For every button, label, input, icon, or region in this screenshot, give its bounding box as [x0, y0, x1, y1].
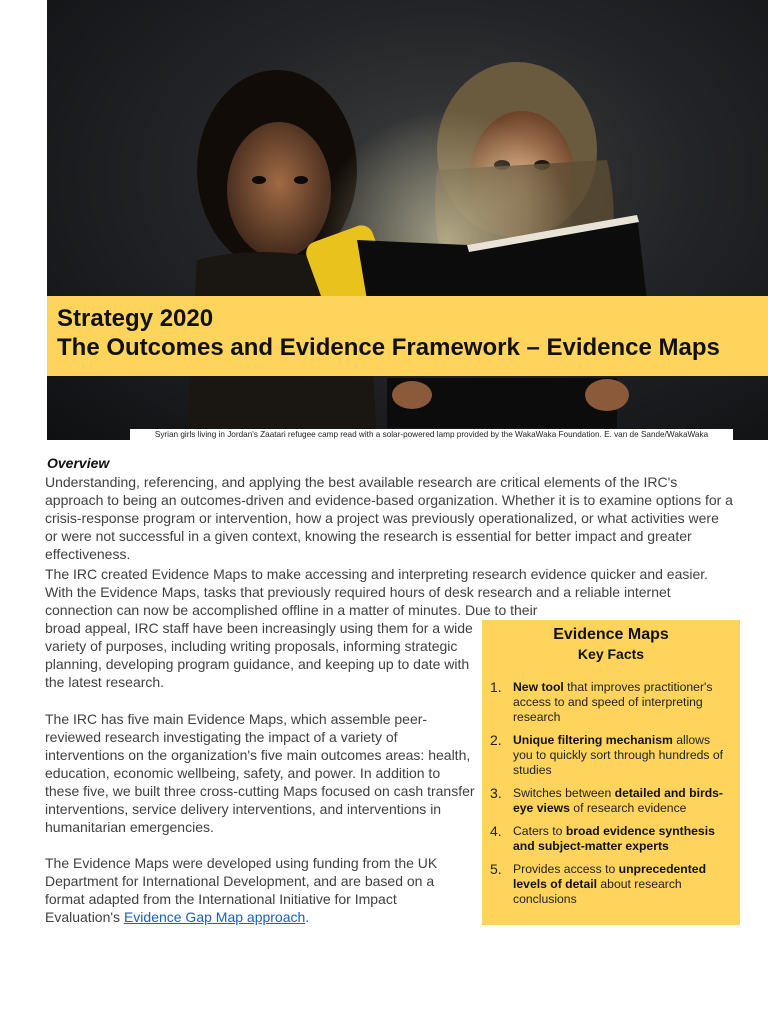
list-number: 2. [490, 732, 502, 748]
overview-paragraph-3: The IRC has five main Evidence Maps, which assemble peer-reviewed research investigating the impact of a variety of interventions on the organization's five main outcomes areas: health, education, economic wellbeing, safety, and power. In addition to these five, we built three cross-cutting Maps focused on cash transfer interventions, service delivery interventions, and interventions in humanitarian emergencies. [45, 711, 475, 835]
list-text: of research evidence [569, 801, 687, 815]
list-item [490, 786, 732, 816]
list-bold-text: broad evidence synthesis and subject-matter experts [513, 824, 715, 853]
overview-paragraph-2: The IRC created Evidence Maps to make accessing and interpreting research evidence quicker and easier. With the Evidence Maps, tasks that previously required hours of desk research and a reliable internet connection can now be accomplished offline in a matter of minutes. Due to their [45, 566, 709, 618]
list-number: 1. [490, 679, 502, 695]
page-title: Strategy 2020 [57, 305, 214, 332]
list-text: that improves practitioner's access to and speed of interpreting research [513, 680, 713, 724]
overview-paragraph-2-continued: broad appeal, IRC staff have been increasingly using them for a wide variety of purposes, including writing proposals, informing strategic planning, developing program guidance, and keeping up to date with the latest research. [45, 620, 473, 690]
list-item [490, 733, 732, 778]
paragraph-4-text: The Evidence Maps were developed using funding from the UK Department for International Development, and are based on a format adapted from the International Initiative for Impact Evaluation's [45, 855, 438, 925]
facts-heading: Evidence Maps [553, 626, 669, 643]
paragraph-4-end: . [305, 909, 310, 925]
overview-paragraph-4 [45, 854, 475, 926]
photo-caption: Syrian girls living in Jordan's Zaatari refugee camp read with a solar-powered lamp provided by the WakaWaka Foundation. E. van de Sande/WakaWaka [130, 429, 733, 441]
facts-list [490, 680, 732, 907]
list-bold-text: detailed and birds-eye views [513, 786, 723, 815]
list-item [490, 680, 732, 725]
overview-heading: Overview [47, 455, 110, 471]
list-bold-text: Unique filtering mechanism [513, 733, 673, 747]
list-item [490, 824, 732, 854]
list-text: allows you to quickly sort through hundreds of studies [513, 733, 724, 777]
list-text: Caters to [513, 824, 566, 838]
list-item [490, 862, 732, 907]
list-text: Provides access to [513, 862, 619, 876]
evidence-gap-map-link[interactable]: Evidence Gap Map approach [123, 909, 306, 925]
overview-paragraph-1: Understanding, referencing, and applying the best available research are critical elements of the IRC's approach to being an outcomes-driven and evidence-based organization. Whether it is to examine options for a crisis-response program or intervention, how a project was previously operationalized, or what activities were or were not successful in a given context, knowing the research is essential for better impact and greater effectiveness. [45, 474, 733, 562]
list-number: 5. [490, 861, 502, 877]
list-number: 3. [490, 785, 502, 801]
title-band [47, 296, 768, 376]
facts-subheading: Key Facts [577, 646, 645, 662]
page-subtitle: The Outcomes and Evidence Framework – Evidence Maps [57, 334, 720, 361]
list-bold-text: New tool [513, 680, 564, 694]
list-text: Switches between [513, 786, 615, 800]
key-facts-box [482, 620, 740, 925]
list-text: about research conclusions [513, 877, 682, 906]
list-number: 4. [490, 823, 502, 839]
list-bold-text: unprecedented levels of detail [513, 862, 707, 891]
